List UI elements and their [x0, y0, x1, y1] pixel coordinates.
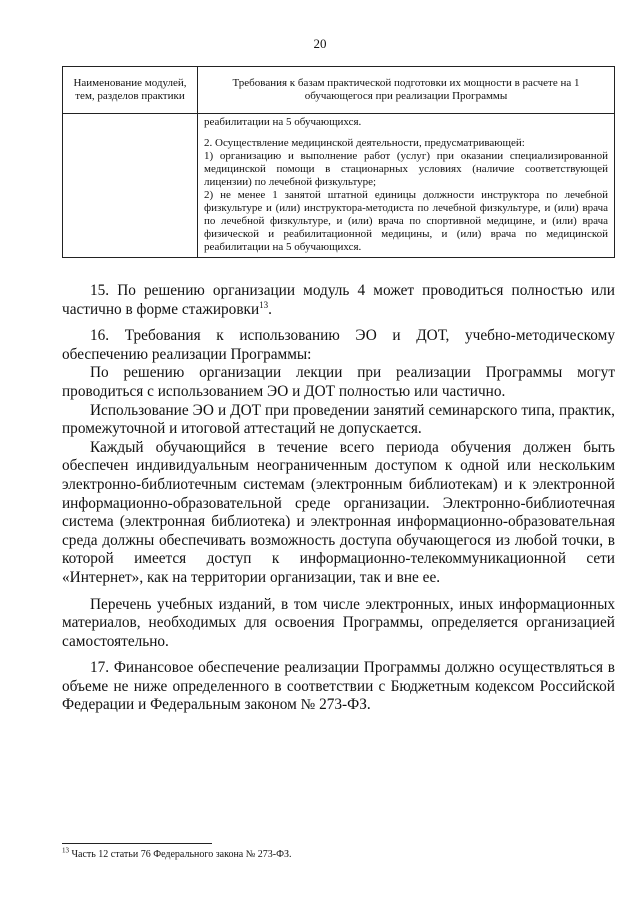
table-header-row [63, 67, 615, 114]
header-requirements: Требования к базам практической подготовки их мощности в расчете на 1 обучающегося при реализации Программы [198, 67, 615, 114]
paragraph-15 [62, 282, 615, 319]
requirement-line: реабилитации на 5 обучающихся. [204, 116, 362, 128]
paragraph-16-materials: Перечень учебных изданий, в том числе электронных, иных информационных материалов, необходимых для освоения Программы, определяется организацией самостоятельно. [62, 595, 615, 650]
footnote-mark: 13 [62, 846, 69, 855]
paragraph-16: 16. Требования к использованию ЭО и ДОТ, учебно-методическому обеспечению реализации Программы: [62, 327, 615, 363]
requirements-table [62, 66, 615, 258]
header-modules: Наименование модулей, тем, разделов практики [63, 67, 198, 114]
document-body [62, 282, 615, 715]
paragraph-16-restrictions: Использование ЭО и ДОТ при проведении занятий семинарского типа, практик, промежуточной и итоговой аттестаций не допускается. [62, 401, 615, 438]
requirement-line: 1) организацию и выполнение работ (услуг) при оказании специализированной медицинской помощи в стационарных условиях (наличие соответствующей лицензии) по лечебной физкультуре; [204, 150, 608, 188]
requirement-line: 2) не менее 1 занятой штатной единицы должности инструктора по лечебной физкультуре и (или) инструктора-методиста по лечебной физкультуре, и (или) врача по лечебной физкультуре, и (или) врача по спортивной медицине, и (или) врача физической и реабилитационной медицины, и (или) врача по медицинской реабилитации на 5 обучающихся. [204, 189, 608, 253]
table-row [63, 114, 615, 258]
cell-requirements [198, 114, 615, 258]
paragraph-16-access: Каждый обучающийся в течение всего периода обучения должен быть обеспечен индивидуальным неограниченным доступом к одной или нескольким электронно-библиотечным системам (электронным библиотекам) и к электронной информационно-образовательной среде организации. Электронно-библиотечная система (электронная библиотека) и электронная информационно-образовательная среда должны обеспечивать возможность доступа обучающегося из любой точки, в которой имеется доступ к информационно-телекоммуникационной сети «Интернет», как на территории организации, так и вне ее. [62, 438, 615, 586]
requirement-line: 2. Осуществление медицинской деятельности, предусматривающей: [204, 137, 525, 149]
cell-module [63, 114, 198, 258]
footnote-divider [62, 843, 212, 844]
paragraph-17: 17. Финансовое обеспечение реализации Программы должно осуществляться в объеме не ниже определенного в соответствии с Бюджетным кодексом Российской Федерации и Федеральным законом № 273-ФЗ. [62, 659, 615, 714]
footnote [62, 846, 615, 861]
footnote-text: Часть 12 статьи 76 Федерального закона № 273-ФЗ. [69, 849, 292, 860]
footnote-ref: 13 [259, 299, 269, 310]
page-number: 20 [313, 36, 327, 51]
paragraph-15-end: . [268, 300, 272, 318]
paragraph-15-text: 15. По решению организации модуль 4 может проводиться полностью или частично в форме стажировки [62, 282, 615, 318]
paragraph-16-lectures: По решению организации лекции при реализации Программы могут проводиться с использованием ЭО и ДОТ полностью или частично. [62, 364, 615, 400]
